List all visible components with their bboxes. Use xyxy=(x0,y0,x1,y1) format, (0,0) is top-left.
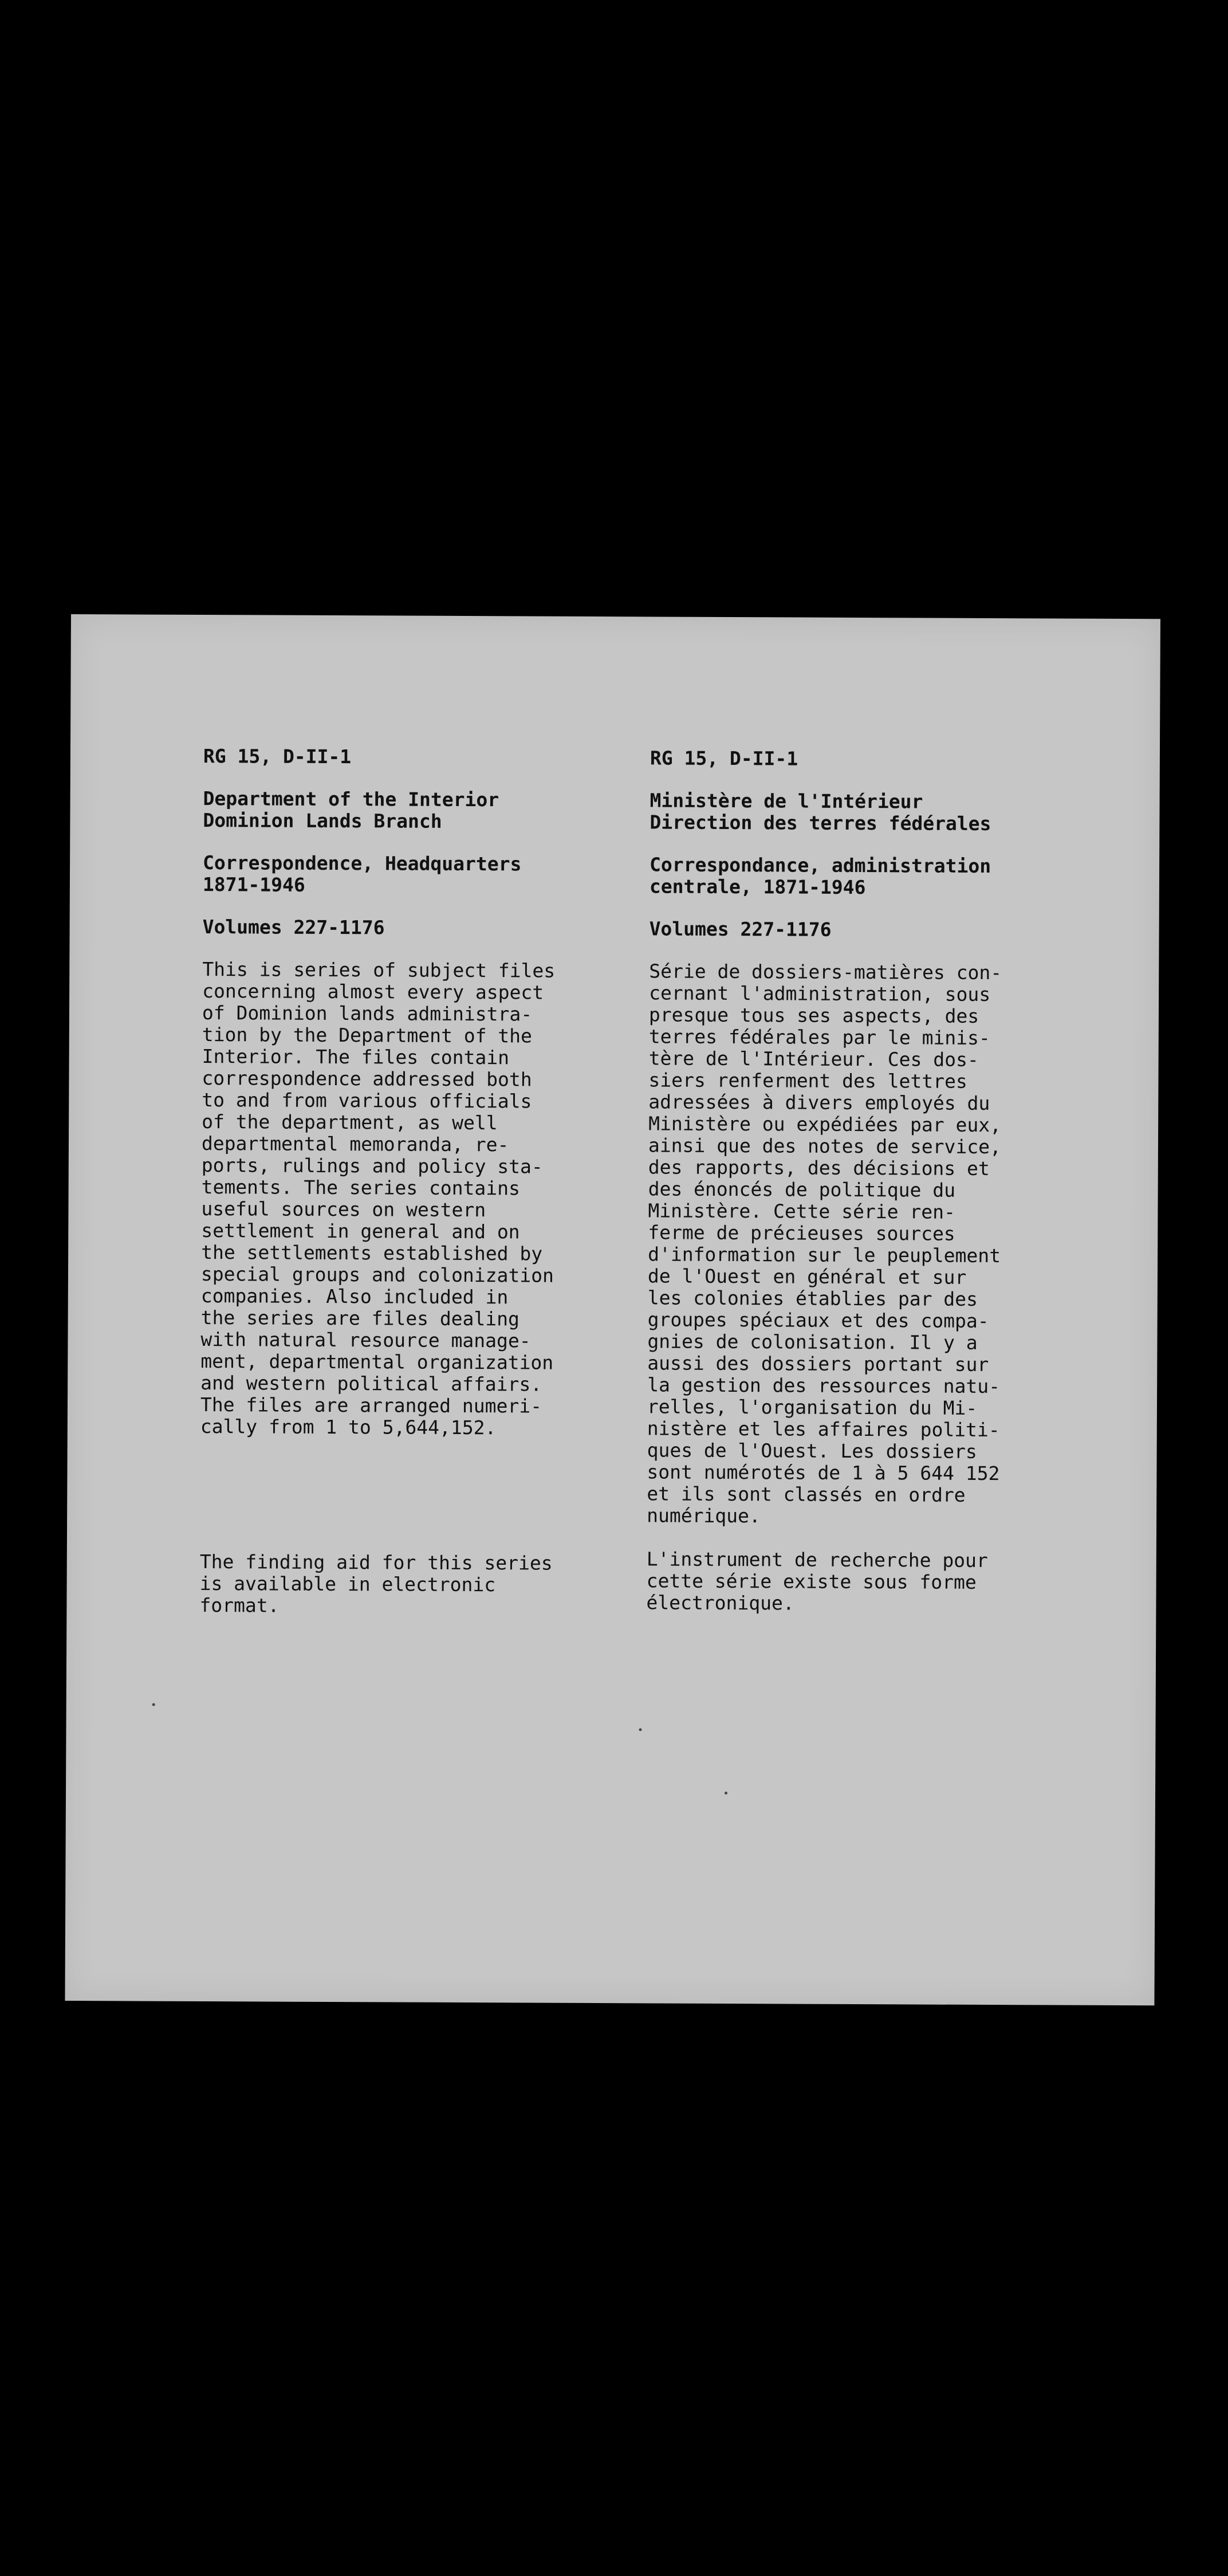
series-title-fr: Correspondance, administration centrale, 1871-1946 xyxy=(649,853,991,899)
volumes-fr: Volumes 227-1176 xyxy=(649,917,832,941)
description-fr: Série de dossiers-matières con- cernant l'administration, sous presque tous ses aspects, des terres fédérales par le minis- tère de l'Intérieur. Ces dos- siers renferment des lettres adressées à divers employés du Ministère ou expédiées par eux, ainsi que des notes de service, des rapports, des décisions et des énoncés de politique du Ministère. Cette série ren- ferme de précieuses sources d'information sur le peuplement de l'Ouest en général et sur les colonies établies par des groupes spéciaux et des compa- gnies de colonisation. Il y a aussi des dossiers portant sur la gestion des ressources natu- relles, l'organisation du Mi- nistère et les affaires politi- ques de l'Ouest. Les dossiers sont numérotés de 1 à 5 644 152 et ils sont classés en ordre numérique. xyxy=(647,960,1002,1527)
record-group-ref-fr: RG 15, D-II-1 xyxy=(650,747,798,770)
french-column xyxy=(646,747,1040,1615)
finding-aid-fr: L'instrument de recherche pour cette série existe sous forme électronique. xyxy=(646,1548,988,1615)
description-en: This is series of subject files concerning almost every aspect of Dominion lands administra- tion by the Department of the Interior. The files contain correspondence addressed both to and from various officials of the department, as well departmental memoranda, re- ports, rulings and policy sta- tements. The series contains useful sources on western settlement in general and on the settlements established by special groups and colonization companies. Also included in the series are files dealing with natural resource manage- ment, departmental organization and western political affairs. The files are arranged numeri- cally from 1 to 5,644,152. xyxy=(200,958,556,1439)
department-en: Department of the Interior Dominion Lands Branch xyxy=(203,787,499,833)
record-group-ref-en: RG 15, D-II-1 xyxy=(203,745,352,768)
volumes-en: Volumes 227-1176 xyxy=(202,916,385,939)
paper-speck xyxy=(725,1792,727,1794)
finding-aid-en: The finding aid for this series is available in electronic format. xyxy=(199,1550,553,1617)
department-fr: Ministère de l'Intérieur Direction des terres fédérales xyxy=(650,789,991,835)
paper-speck xyxy=(639,1728,642,1731)
paper-speck xyxy=(152,1703,155,1706)
english-column xyxy=(199,745,581,1618)
series-title-en: Correspondence, Headquarters 1871-1946 xyxy=(202,851,522,896)
scanned-page xyxy=(65,614,1160,2005)
